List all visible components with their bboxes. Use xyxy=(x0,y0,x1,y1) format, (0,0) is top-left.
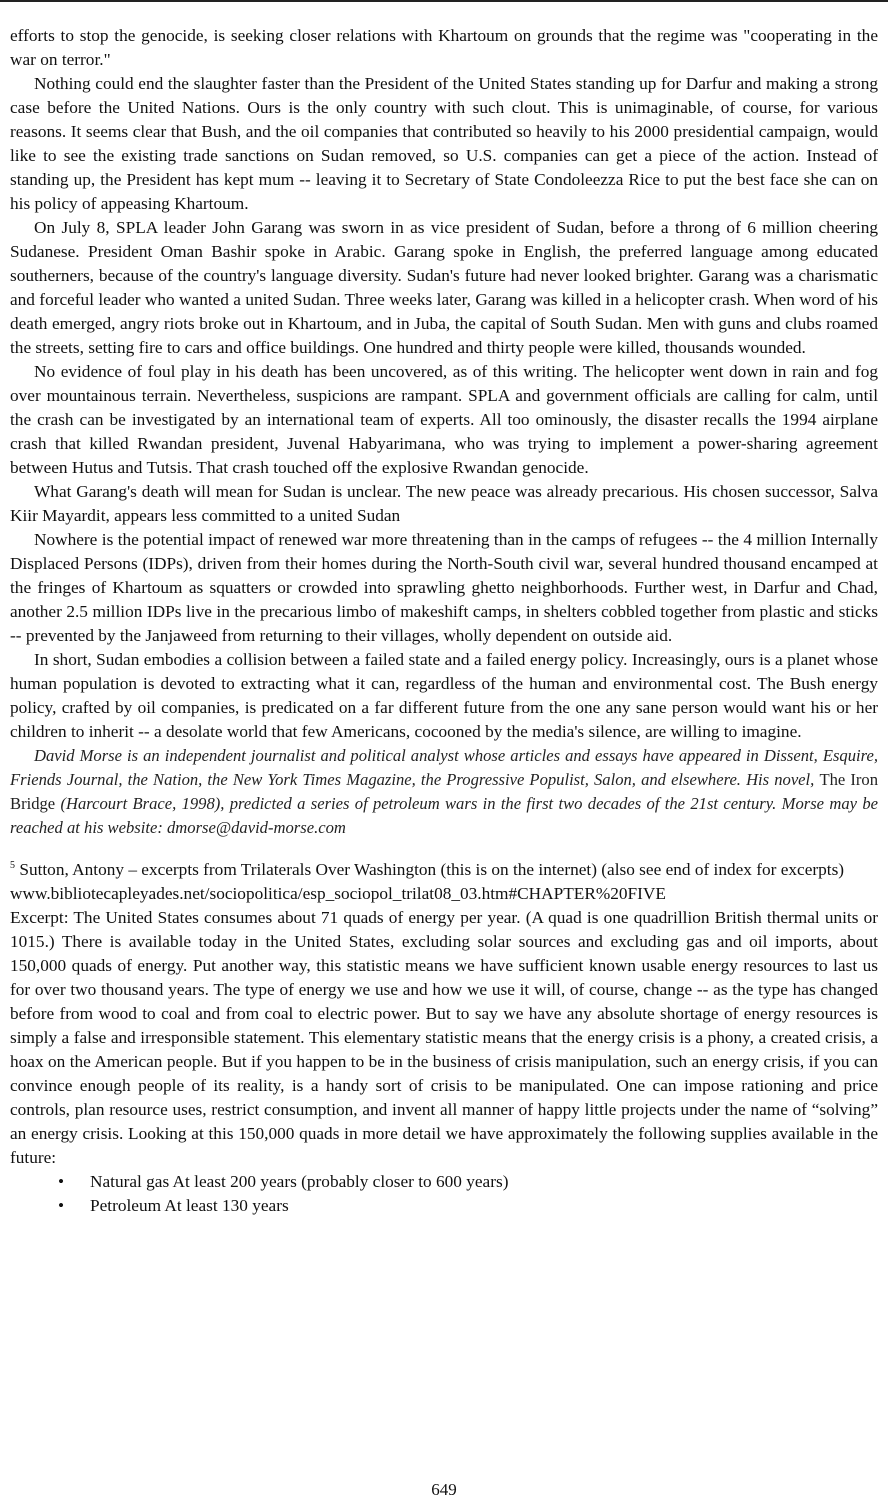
paragraph: No evidence of foul play in his death has been uncovered, as of this writing. The helicopter went down in rain and fog over mountainous terrain. Nevertheless, suspicions are rampant. SPLA and government officials are calling for calm, until the crash can be investigated by an international team of experts. All too ominously, the disaster recalls the 1994 airplane crash that killed Rwandan president, Juvenal Habyarimana, who was trying to implement a power-sharing agreement between Hutus and Tutsis. That crash touched off the explosive Rwandan genocide. xyxy=(10,362,878,477)
paragraph: What Garang's death will mean for Sudan is unclear. The new peace was already precarious. His chosen successor, Salva Kiir Mayardit, appears less committed to a united Sudan xyxy=(10,482,878,525)
paragraph: efforts to stop the genocide, is seeking closer relations with Khartoum on grounds that the regime was "cooperating in the war on terror." xyxy=(10,26,878,69)
footnote-source: Sutton, Antony – excerpts from Trilaterals Over Washington (this is on the internet) (also see end of index for excerpts) xyxy=(19,860,845,879)
footnote-url: www.bibliotecapleyades.net/sociopolitica/esp_sociopol_trilat08_03.htm#CHAPTER%20FIVE xyxy=(10,884,666,903)
bio-text-continued: (Harcourt Brace, 1998), predicted a series of petroleum wars in the first two decades of the 21st century. Morse may be reached at his website: dmorse@david-morse.com xyxy=(10,794,878,837)
bullet-icon: • xyxy=(58,1196,65,1215)
article-body xyxy=(10,24,878,744)
bullet-icon: • xyxy=(58,1172,65,1191)
list-item-text: Natural gas At least 200 years (probably closer to 600 years) xyxy=(90,1172,509,1191)
paragraph: On July 8, SPLA leader John Garang was sworn in as vice president of Sudan, before a throng of 6 million cheering Sudanese. President Oman Bashir spoke in Arabic. Garang spoke in English, the preferred language among educated southerners, because of the country's language diversity. Sudan's future had never looked brighter. Garang was a charismatic and forceful leader who wanted a united Sudan. Three weeks later, Garang was killed in a helicopter crash. When word of his death emerged, angry riots broke out in Khartoum, and in Juba, the capital of South Sudan. Men with guns and clubs roamed the streets, setting fire to cars and office buildings. One hundred and thirty people were killed, thousands wounded. xyxy=(10,218,878,357)
bio-text: David Morse is an independent journalist and political analyst whose articles and essays have appeared in Dissent, Esquire, Friends Journal, the Nation, the New York Times Magazine, the Progressive Populist, Salon, and elsewhere. His novel, xyxy=(10,746,878,789)
list-item xyxy=(58,1194,878,1218)
page-number: 649 xyxy=(431,1480,457,1499)
footnote-excerpt: Excerpt: The United States consumes about 71 quads of energy per year. (A quad is one quadrillion British thermal units or 1015.) There is available today in the United States, excluding solar sources and excluding gas and oil imports, about 150,000 quads of energy. Put another way, this statistic means we have sufficient known usable energy resources to last us for over two thousand years. The type of energy we use and how we use it will, of course, change -- as the type has changed before from wood to coal and from coal to electric power. But to say we have any absolute shortage of energy resources is simply a false and irresponsible statement. This elementary statistic means that the energy crisis is a phony, a created crisis, a hoax on the American people. But if you happen to be in the business of crisis manipulation, such an energy crisis, if you can convince enough people of its reality, is a handy sort of crisis to be manipulated. One can impose rationing and price controls, plan resource uses, restrict consumption, and invent all manner of happy little projects under the name of “solving” an energy crisis. Looking at this 150,000 quads in more detail we have approximately the following supplies available in the future: xyxy=(10,908,878,1167)
footnote-heading xyxy=(10,858,878,882)
list-item-text: Petroleum At least 130 years xyxy=(90,1196,289,1215)
paragraph: Nowhere is the potential impact of renewed war more threatening than in the camps of refugees -- the 4 million Internally Displaced Persons (IDPs), driven from their homes during the North-South civil war, several hundred thousand encamped at the fringes of Khartoum as squatters or crowded into sprawling ghetto neighborhoods. Further west, in Darfur and Chad, another 2.5 million IDPs live in the precarious limbo of makeshift camps, in shelters cobbled together from plastic and sticks -- prevented by the Janjaweed from returning to their villages, wholly dependent on outside aid. xyxy=(10,530,878,645)
novel-title: The Iron Bridge xyxy=(10,770,878,813)
footnote-marker: 5 xyxy=(10,860,15,872)
paragraph: In short, Sudan embodies a collision between a failed state and a failed energy policy. Increasingly, ours is a planet whose human population is devoted to extracting what it can, regardless of the human and environmental cost. The Bush energy policy, crafted by oil companies, is predicated on a far different future from the one any sane person would want his or her children to inherit -- a desolate world that few Americans, cocooned by the media's silence, are willing to imagine. xyxy=(10,650,878,741)
footnote xyxy=(10,858,878,1218)
supply-list xyxy=(10,1170,878,1218)
list-item xyxy=(58,1170,878,1194)
paragraph: Nothing could end the slaughter faster than the President of the United States standing up for Darfur and making a strong case before the United Nations. Ours is the only country with such clout. This is unimaginable, of course, for various reasons. It seems clear that Bush, and the oil companies that contributed so heavily to his 2000 presidential campaign, would like to see the existing trade sanctions on Sudan removed, so U.S. companies can get a piece of the action. Instead of standing up, the President has kept mum -- leaving it to Secretary of State Condoleezza Rice to put the best face she can on his policy of appeasing Khartoum. xyxy=(10,74,878,213)
author-bio xyxy=(10,744,878,840)
